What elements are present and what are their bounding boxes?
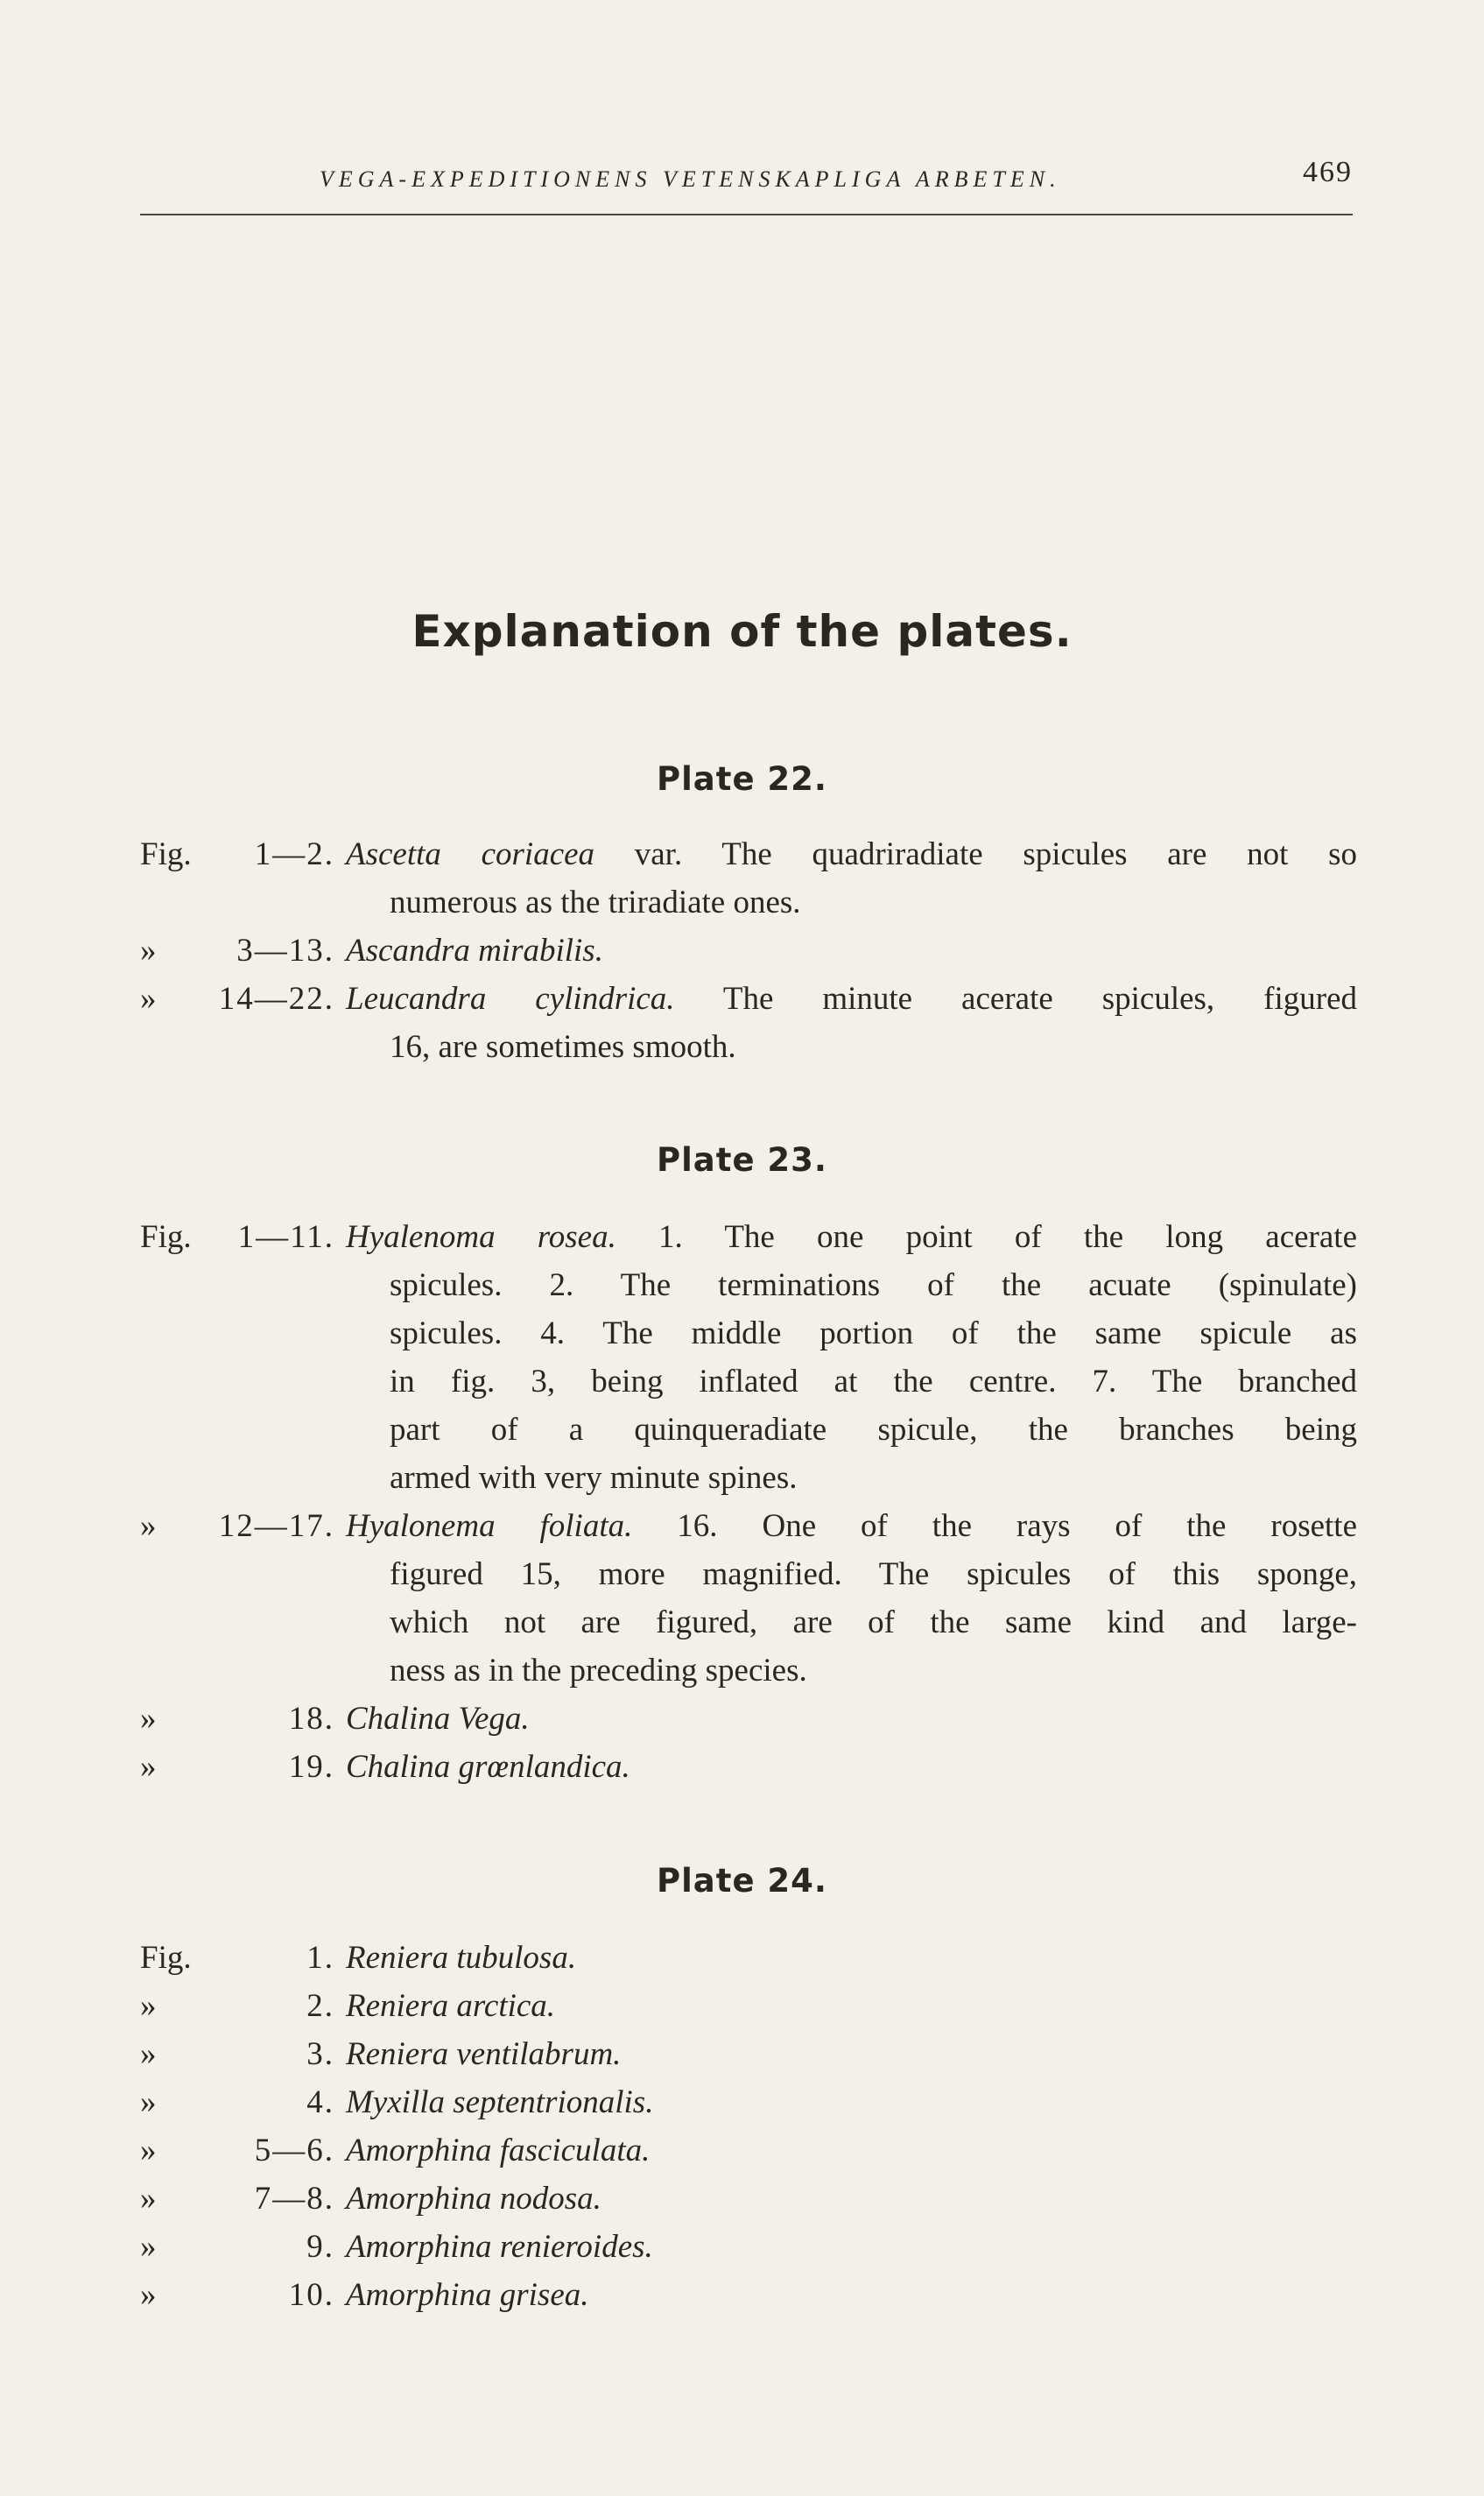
entry-description bbox=[346, 2078, 1357, 2126]
figure-prefix: » bbox=[140, 1508, 157, 1544]
entry-text: The minute acerate spicules, figured bbox=[674, 981, 1357, 1017]
entry-description bbox=[346, 2030, 1357, 2078]
figure-number: 1. bbox=[306, 1940, 334, 1976]
species-name: Reniera tubulosa. bbox=[346, 1940, 577, 1976]
entry-continuation: figured 15, more magnified. The spicules of this sponge, bbox=[390, 1556, 1357, 1592]
figure-prefix: » bbox=[140, 2229, 157, 2265]
figure-prefix: » bbox=[140, 1749, 157, 1785]
entry-description bbox=[346, 2175, 1357, 2223]
figure-prefix: » bbox=[140, 2133, 157, 2168]
figure-number: 5—6. bbox=[254, 2133, 334, 2168]
plate-heading: Plate 23. bbox=[657, 1141, 827, 1179]
entry-description bbox=[346, 1982, 1357, 2030]
entry-text: var. The quadriradiate spicules are not so bbox=[594, 836, 1357, 872]
plate-heading: Plate 24. bbox=[657, 1862, 827, 1900]
figure-ref bbox=[140, 2078, 334, 2126]
figure-prefix: Fig. bbox=[140, 836, 192, 872]
entry-description bbox=[346, 1934, 1357, 1982]
entry-continuation: ness as in the preceding species. bbox=[390, 1653, 807, 1689]
figure-number: 1—2. bbox=[254, 836, 334, 872]
figure-ref bbox=[140, 1934, 334, 1982]
page-title: Explanation of the plates. bbox=[411, 606, 1073, 657]
figure-ref bbox=[140, 1502, 334, 1550]
entry-continuation: numerous as the triradiate ones. bbox=[390, 885, 801, 920]
entry-description bbox=[346, 2126, 1357, 2175]
species-name: Reniera ventilabrum. bbox=[346, 2036, 622, 2072]
entry-continuation: which not are figured, are of the same kind and large- bbox=[390, 1604, 1357, 1640]
species-name: Myxilla septentrionalis. bbox=[346, 2084, 654, 2120]
species-name: Amorphina grisea. bbox=[346, 2277, 589, 2313]
entry-continuation: part of a quinqueradiate spicule, the branches being bbox=[390, 1412, 1357, 1448]
entry-description bbox=[346, 1743, 1357, 1791]
figure-prefix: » bbox=[140, 2084, 157, 2120]
plate-heading: Plate 22. bbox=[657, 760, 827, 798]
species-name: Hyalonema foliata. bbox=[346, 1508, 633, 1544]
figure-prefix: » bbox=[140, 2277, 157, 2313]
figure-ref bbox=[140, 2175, 334, 2223]
figure-number: 19. bbox=[288, 1749, 334, 1785]
figure-ref bbox=[140, 1213, 334, 1261]
figure-prefix: » bbox=[140, 933, 157, 969]
page-number: 469 bbox=[1303, 156, 1353, 188]
species-name: Hyalenoma rosea. bbox=[346, 1219, 616, 1255]
page-header bbox=[140, 156, 1353, 215]
species-name: Amorphina fasciculata. bbox=[346, 2133, 651, 2168]
entry-description bbox=[346, 927, 1357, 975]
species-name: Reniera arctica. bbox=[346, 1988, 556, 2024]
species-name: Ascandra mirabilis. bbox=[346, 933, 603, 969]
species-name: Amorphina renieroides. bbox=[346, 2229, 653, 2265]
figure-ref bbox=[140, 1982, 334, 2030]
entry-description bbox=[346, 1502, 1357, 1550]
figure-number: 3. bbox=[306, 2036, 334, 2072]
figure-number: 4. bbox=[306, 2084, 334, 2120]
species-name: Ascetta coriacea bbox=[346, 836, 595, 872]
header-rule bbox=[140, 214, 1353, 215]
figure-number: 18. bbox=[288, 1701, 334, 1737]
figure-ref bbox=[140, 927, 334, 975]
entry-continuation: armed with very minute spines. bbox=[390, 1460, 798, 1496]
running-title: VEGA-EXPEDITIONENS VETENSKAPLIGA ARBETEN. bbox=[320, 166, 1061, 192]
species-name: Chalina grœnlandica. bbox=[346, 1749, 630, 1785]
figure-number: 10. bbox=[288, 2277, 334, 2313]
figure-ref bbox=[140, 2223, 334, 2271]
entry-continuation: spicules. 4. The middle portion of the same spicule as bbox=[390, 1315, 1357, 1351]
entry-text: 16. One of the rays of the rosette bbox=[632, 1508, 1357, 1544]
figure-number: 1—11. bbox=[237, 1219, 334, 1255]
entry-continuation: in fig. 3, being inflated at the centre. 7. The branched bbox=[390, 1364, 1357, 1400]
species-name: Chalina Vega. bbox=[346, 1701, 530, 1737]
figure-prefix: » bbox=[140, 1701, 157, 1737]
entry-description bbox=[346, 2223, 1357, 2271]
figure-prefix: » bbox=[140, 2181, 157, 2217]
figure-ref bbox=[140, 975, 334, 1023]
figure-number: 14—22. bbox=[218, 981, 334, 1017]
figure-ref bbox=[140, 1743, 334, 1791]
figure-prefix: » bbox=[140, 2036, 157, 2072]
figure-prefix: » bbox=[140, 1988, 157, 2024]
figure-ref bbox=[140, 2126, 334, 2175]
species-name: Amorphina nodosa. bbox=[346, 2181, 601, 2217]
entry-description bbox=[346, 830, 1357, 878]
figure-number: 7—8. bbox=[254, 2181, 334, 2217]
figure-ref bbox=[140, 1695, 334, 1743]
figure-prefix: » bbox=[140, 981, 157, 1017]
figure-ref bbox=[140, 2271, 334, 2319]
entry-description bbox=[346, 1213, 1357, 1261]
species-name: Leucandra cylindrica. bbox=[346, 981, 675, 1017]
entry-description bbox=[346, 975, 1357, 1023]
figure-number: 3—13. bbox=[236, 933, 334, 969]
figure-number: 12—17. bbox=[218, 1508, 334, 1544]
entry-text: 1. The one point of the long acerate bbox=[615, 1219, 1357, 1255]
entry-continuation: 16, are sometimes smooth. bbox=[390, 1029, 736, 1065]
figure-prefix: Fig. bbox=[140, 1940, 192, 1976]
entry-description bbox=[346, 2271, 1357, 2319]
entry-description bbox=[346, 1695, 1357, 1743]
figure-ref bbox=[140, 2030, 334, 2078]
entry-continuation: spicules. 2. The terminations of the acuate (spinulate) bbox=[390, 1267, 1357, 1303]
figure-number: 2. bbox=[306, 1988, 334, 2024]
figure-number: 9. bbox=[306, 2229, 334, 2265]
figure-prefix: Fig. bbox=[140, 1219, 192, 1255]
figure-ref bbox=[140, 830, 334, 878]
